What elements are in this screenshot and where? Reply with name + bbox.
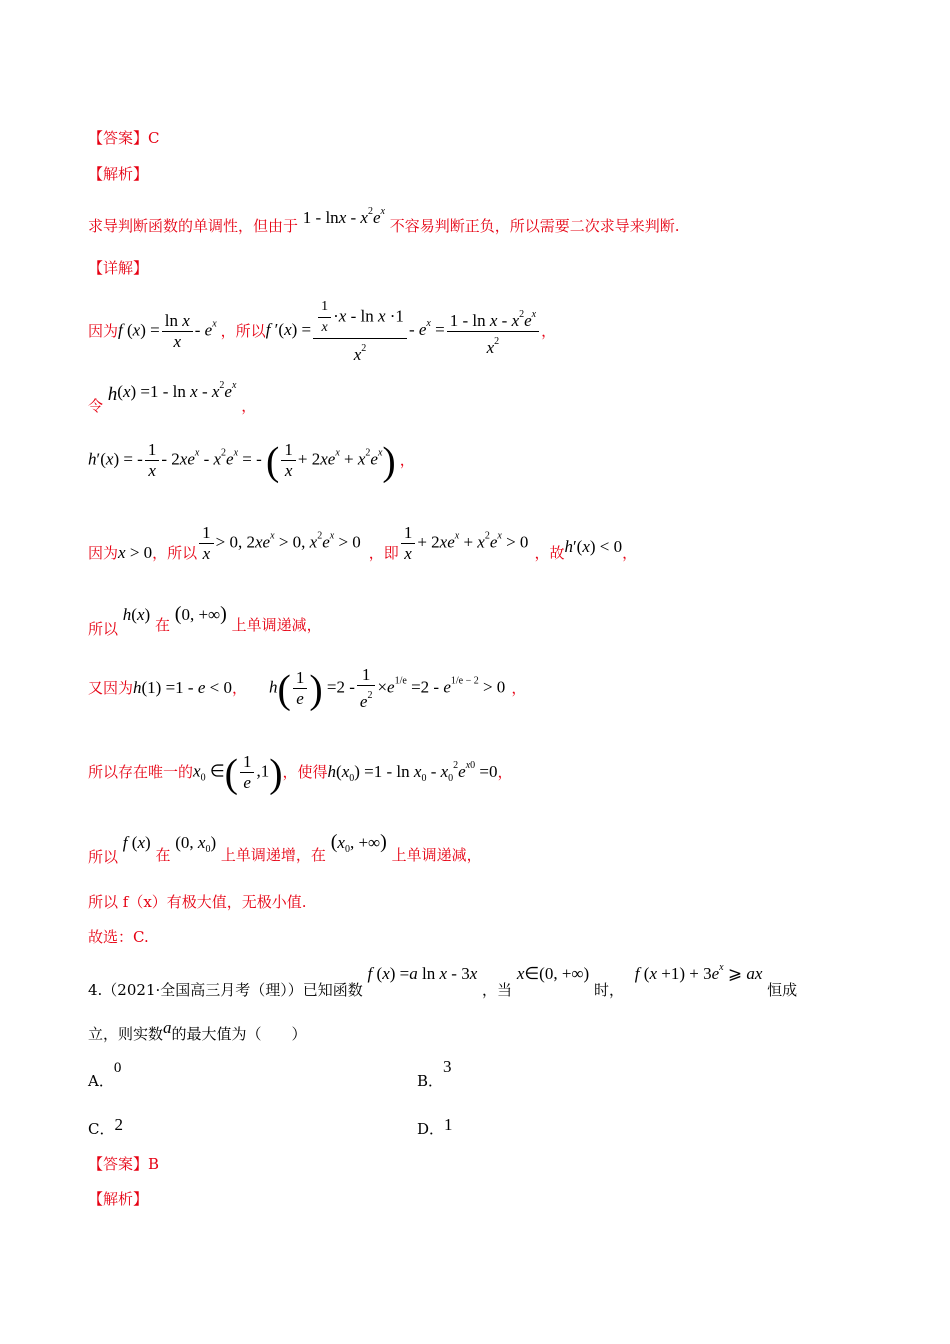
option-a-value: 0	[113, 1060, 122, 1076]
text-comma: ，	[231, 679, 247, 697]
text-comma: ，	[241, 397, 257, 415]
analysis-label-2: 【解析】	[88, 1190, 149, 1208]
text-such-that: ，使得	[282, 763, 328, 781]
text-comma: ，	[541, 322, 557, 340]
choose-line: 故选：C.	[88, 928, 149, 946]
answer-label: 【答案】	[88, 1155, 149, 1173]
text-increasing: 上单调递增，在	[220, 846, 326, 864]
formula-terms-positive: $\frac{1}{x}$ > 0, $2xe^x > 0$, $x^2e^x > 0$	[197, 523, 361, 564]
formula-f-x: f (x)	[122, 833, 151, 852]
text-so: ，所以	[152, 544, 198, 562]
text-exists-unique: 所以存在唯一的	[88, 763, 194, 781]
text-comma: ，	[511, 679, 527, 697]
h-decreasing-line	[88, 604, 322, 640]
formula-h-prime: h′(x) = - $\frac{1}{x}$ - $2xe^x - x^2e^x$ = - ( $\frac{1}{x}$ + $2xe^x + x^2e^x$)	[88, 437, 396, 483]
question-4-line-2	[88, 1018, 307, 1044]
conclusion-line: 所以 f（x）有极大值，无极小值.	[88, 893, 307, 911]
option-a[interactable]	[88, 1060, 122, 1091]
formula-h-x0-zero: $h(x_0) =1 - \ln x_0 - x_0^2e^{x0} =0$	[327, 759, 498, 784]
formula-a: a	[163, 1018, 172, 1037]
option-c-value: 2	[114, 1115, 123, 1134]
formula-x-domain: x∈(0, +∞)	[516, 964, 590, 983]
formula-x-positive: x > 0	[118, 543, 153, 562]
formula-interval-x0-inf: ($x_0$, +∞)	[330, 831, 387, 855]
option-d-value: 1	[444, 1115, 453, 1134]
analysis-label: 【解析】	[88, 165, 149, 183]
answer-value: B	[148, 1155, 160, 1173]
text-because: 因为	[88, 544, 119, 562]
formula-f-def: f (x) = $\frac{\text{ln x}}{x}$ - $e^x$	[118, 310, 217, 351]
text-because: 因为	[88, 322, 119, 340]
text-comma: ，	[497, 763, 513, 781]
formula-interval-0-x0: (0, $x_0$)	[175, 833, 217, 855]
option-c[interactable]	[88, 1115, 123, 1139]
formula-sum-positive: $\frac{1}{x}$ + $2xe^x + x^2e^x > 0$	[399, 523, 529, 564]
hint-pre: 求导判断函数的单调性，但由于	[88, 217, 299, 235]
formula-x0-in-interval: $x_0$ ∈( $\frac{1}{e}$ ,1)	[193, 749, 283, 795]
formula-1-lnx-x2ex: 1 - lnx - $x^2e^x$	[302, 206, 385, 227]
text-that-is: ，即	[368, 544, 399, 562]
unique-root-line	[88, 744, 513, 800]
option-d-letter: D．	[417, 1120, 445, 1138]
formula-h-1: h(1) =1 - e < 0	[133, 678, 232, 697]
answer-value: C	[148, 129, 160, 147]
option-c-letter: C．	[88, 1120, 115, 1138]
text-so: ，所以	[220, 322, 266, 340]
formula-inequality: f $(x +1) + 3e^x$ ⩾ ax	[634, 962, 763, 983]
formula-h-def: $h(x) =1 - \ln x - x^2e^x$	[107, 380, 237, 405]
formula-f-a-lnx: f (x) =a ln x - 3x	[367, 964, 478, 983]
option-a-letter: A．	[88, 1072, 114, 1090]
f-monotone-line	[88, 832, 482, 868]
formula-h-prime-negative: h′(x) < 0	[564, 537, 623, 556]
formula-interval-0-inf: (0, +∞)	[174, 603, 227, 625]
option-b-letter: B．	[417, 1072, 444, 1090]
derivative-line	[88, 296, 556, 366]
let-h-line	[88, 376, 256, 416]
text-when: ，当	[482, 981, 513, 999]
text-also: 又因为	[88, 679, 134, 697]
answer-line-2	[88, 1154, 159, 1174]
question-4-line-1	[88, 958, 798, 999]
text-comma: ，	[622, 544, 638, 562]
text-so: 所以	[88, 620, 119, 638]
text-on: 在	[155, 846, 171, 864]
detail-label: 【详解】	[88, 259, 149, 277]
formula-h-1-over-e: h( $\frac{1}{e}$ ) =2 - $\frac{1}{e^2}$ $\times e^{1/e} =2 - e^{1/e - 2} > 0$	[269, 664, 506, 711]
h-prime-line	[88, 434, 415, 486]
text-decreasing: 上单调递减，	[391, 846, 482, 864]
question-4-text-a: 立，则实数	[88, 1025, 164, 1043]
text-on: 在	[154, 616, 170, 634]
answer-line	[88, 128, 160, 148]
text-time: 时，	[594, 981, 625, 999]
text-decreasing: 上单调递减，	[231, 616, 322, 634]
text-therefore: ，故	[534, 544, 565, 562]
text-comma: ，	[399, 451, 415, 469]
formula-f-prime: f ′(x) = $\frac{1}{x}$ ·x - ln x ·1 $x^2$ - $e^x$ = $\frac{1 - \ln x - x^2e^x}{x^2}$	[266, 297, 541, 365]
question-4-text-b: 的最大值为（ ）	[171, 1025, 307, 1043]
text-holds: 恒成	[767, 981, 798, 999]
analysis-hint	[88, 206, 680, 236]
text-let: 令	[88, 397, 104, 415]
question-4-intro: 4.（2021·全国高三月考（理））已知函数	[88, 981, 363, 999]
answer-label: 【答案】	[88, 129, 149, 147]
values-line	[88, 660, 526, 716]
option-b[interactable]	[417, 1057, 452, 1091]
option-b-value: 3	[443, 1057, 452, 1076]
formula-h-x: h(x)	[122, 605, 151, 624]
option-d[interactable]	[417, 1115, 453, 1139]
sign-line	[88, 518, 637, 568]
hint-post: 不容易判断正负，所以需要二次求导来判断.	[389, 217, 680, 235]
text-so: 所以	[88, 848, 119, 866]
